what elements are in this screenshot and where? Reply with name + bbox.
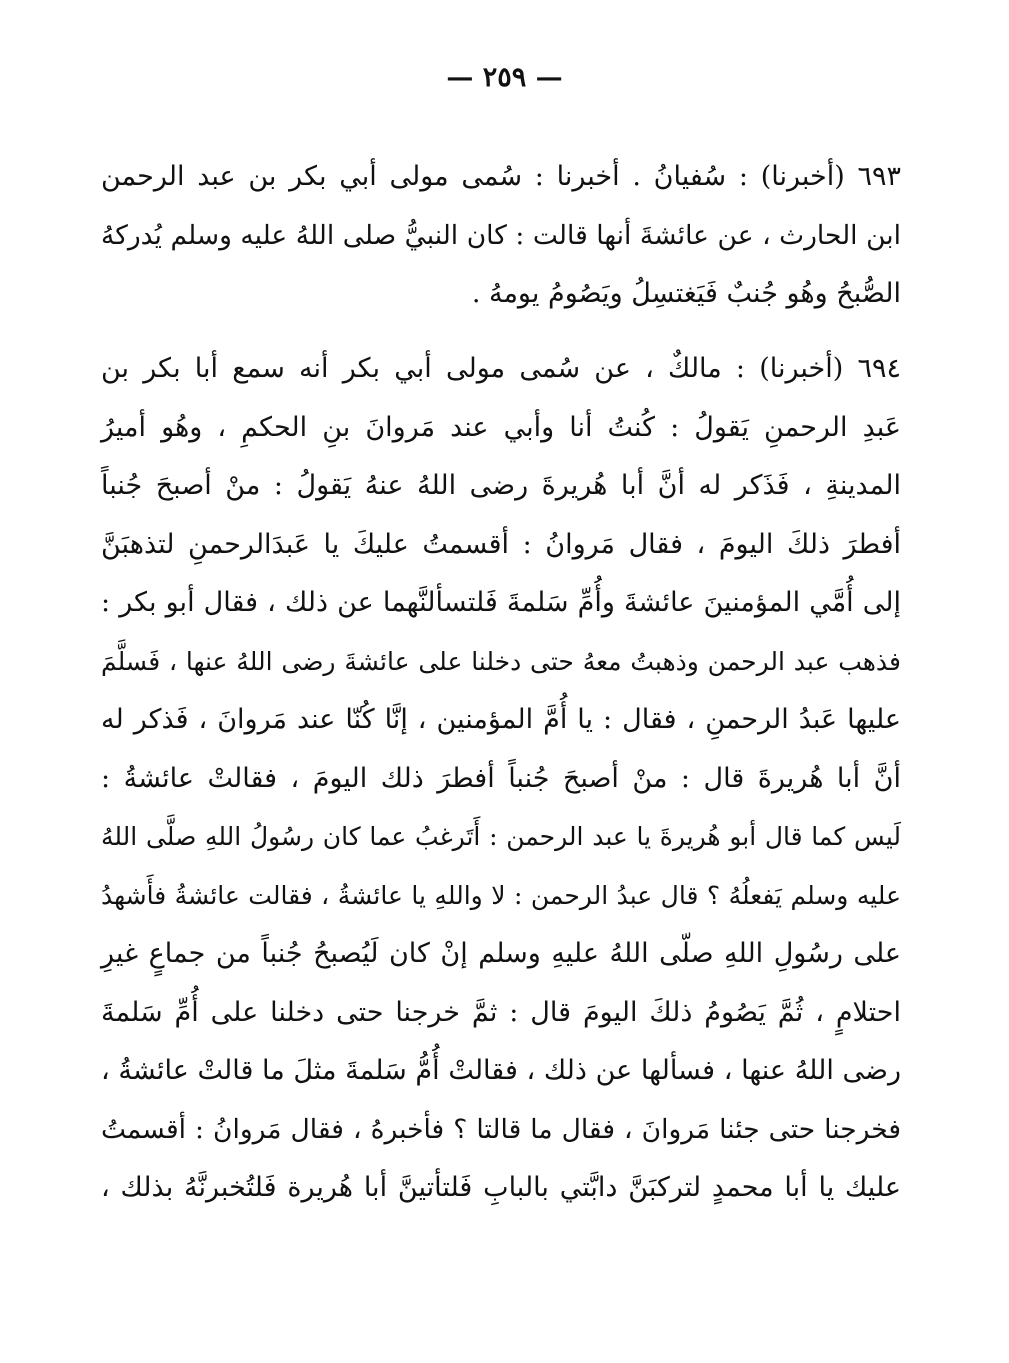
text-line: ٦٩٤ (أخبرنا) : مالكٌ ، عن سُمى مولى أبي بكر أنه سمع أبا بكر بن	[101, 353, 901, 384]
text-line: رضى اللهُ عنها ، فسألها عن ذلك ، فقالتْ أُمُّ سَلمةَ مثلَ ما قالتْ عائشةُ ،	[101, 1055, 901, 1086]
text-line: عليه وسلم يَفعلُهُ ؟ قال عبدُ الرحمن : لا واللهِ يا عائشةُ ، فقالت عائشةُ فأَشهدُ	[101, 880, 901, 910]
hadith-693-paragraph	[101, 148, 901, 324]
text-line: فذهب عبد الرحمن وذهبتُ معهُ حتى دخلنا على عائشةَ رضى اللهُ عنها ، فَسلَّمَ	[101, 646, 901, 676]
hadith-694-paragraph	[101, 340, 901, 1218]
text-line: إلى أُمَّي المؤمنينَ عائشةَ وأُمِّ سَلمةَ فَلتسألنَّهما عن ذلك ، فقال أبو بكر :	[101, 587, 901, 618]
text-line: احتلامٍ ، ثُمَّ يَصُومُ ذلكَ اليومَ قال : ثمَّ خرجنا حتى دخلنا على أُمِّ سَلمةَ	[101, 996, 901, 1028]
text-line: أفطرَ ذلكَ اليومَ ، فقال مَروانُ : أقسمتُ عليكَ يا عَبدَالرحمنِ لتذهبَنَّ	[101, 528, 901, 560]
text-line: ٦٩٣ (أخبرنا) : سُفيانُ . أخبرنا : سُمى مولى أبي بكر بن عبد الرحمن	[101, 161, 901, 192]
text-line: المدينةِ ، فَذَكر له أنَّ أبا هُريرةَ رضى اللهُ عنهُ يَقولُ : منْ أصبحَ جُنباً	[101, 470, 901, 501]
text-line: عَبدِ الرحمنِ يَقولُ : كُنتُ أنا وأبي عند مَروانَ بنِ الحكمِ ، وهُو أميرُ	[101, 411, 901, 443]
text-line: لَيس كما قال أبو هُريرةَ يا عبد الرحمن : أَتَرغبُ عما كان رسُولُ اللهِ صلَّى اللهُ	[101, 822, 901, 851]
text-line: عليك يا أبا محمدٍ لتركبَنَّ دابَّتي بالبابِ فَلتأتينَّ أبا هُريرة فَلتُخبرنَّهُ بذلك ،	[101, 1172, 901, 1203]
text-line: الصُّبحُ وهُو جُنبٌ فَيَغتسِلُ ويَصُومُ يومهُ .	[471, 278, 901, 309]
text-line: على رسُولِ اللهِ صلّى اللهُ عليهِ وسلم إنْ كان لَيُصبحُ جُنباً من جماعٍ غيرِ	[101, 938, 901, 969]
text-line: عليها عَبدُ الرحمنِ ، فقال : يا أُمَّ المؤمنين ، إنَّا كُنّا عند مَروانَ ، فَذكر له	[101, 704, 901, 735]
page-number: — ٢٥٩ —	[446, 62, 563, 93]
text-line: فخرجنا حتى جئنا مَروانَ ، فقال ما قالتا ؟ فأخبرهُ ، فقال مَروانُ : أقسمتُ	[101, 1113, 901, 1145]
text-line: أنَّ أبا هُريرةَ قال : منْ أصبحَ جُنباً أفطرَ ذلك اليومَ ، فقالتْ عائشةُ :	[101, 762, 901, 794]
text-line: ابن الحارث ، عن عائشةَ أنها قالت : كان النبيُّ صلى اللهُ عليه وسلم يُدركهُ	[101, 219, 901, 251]
